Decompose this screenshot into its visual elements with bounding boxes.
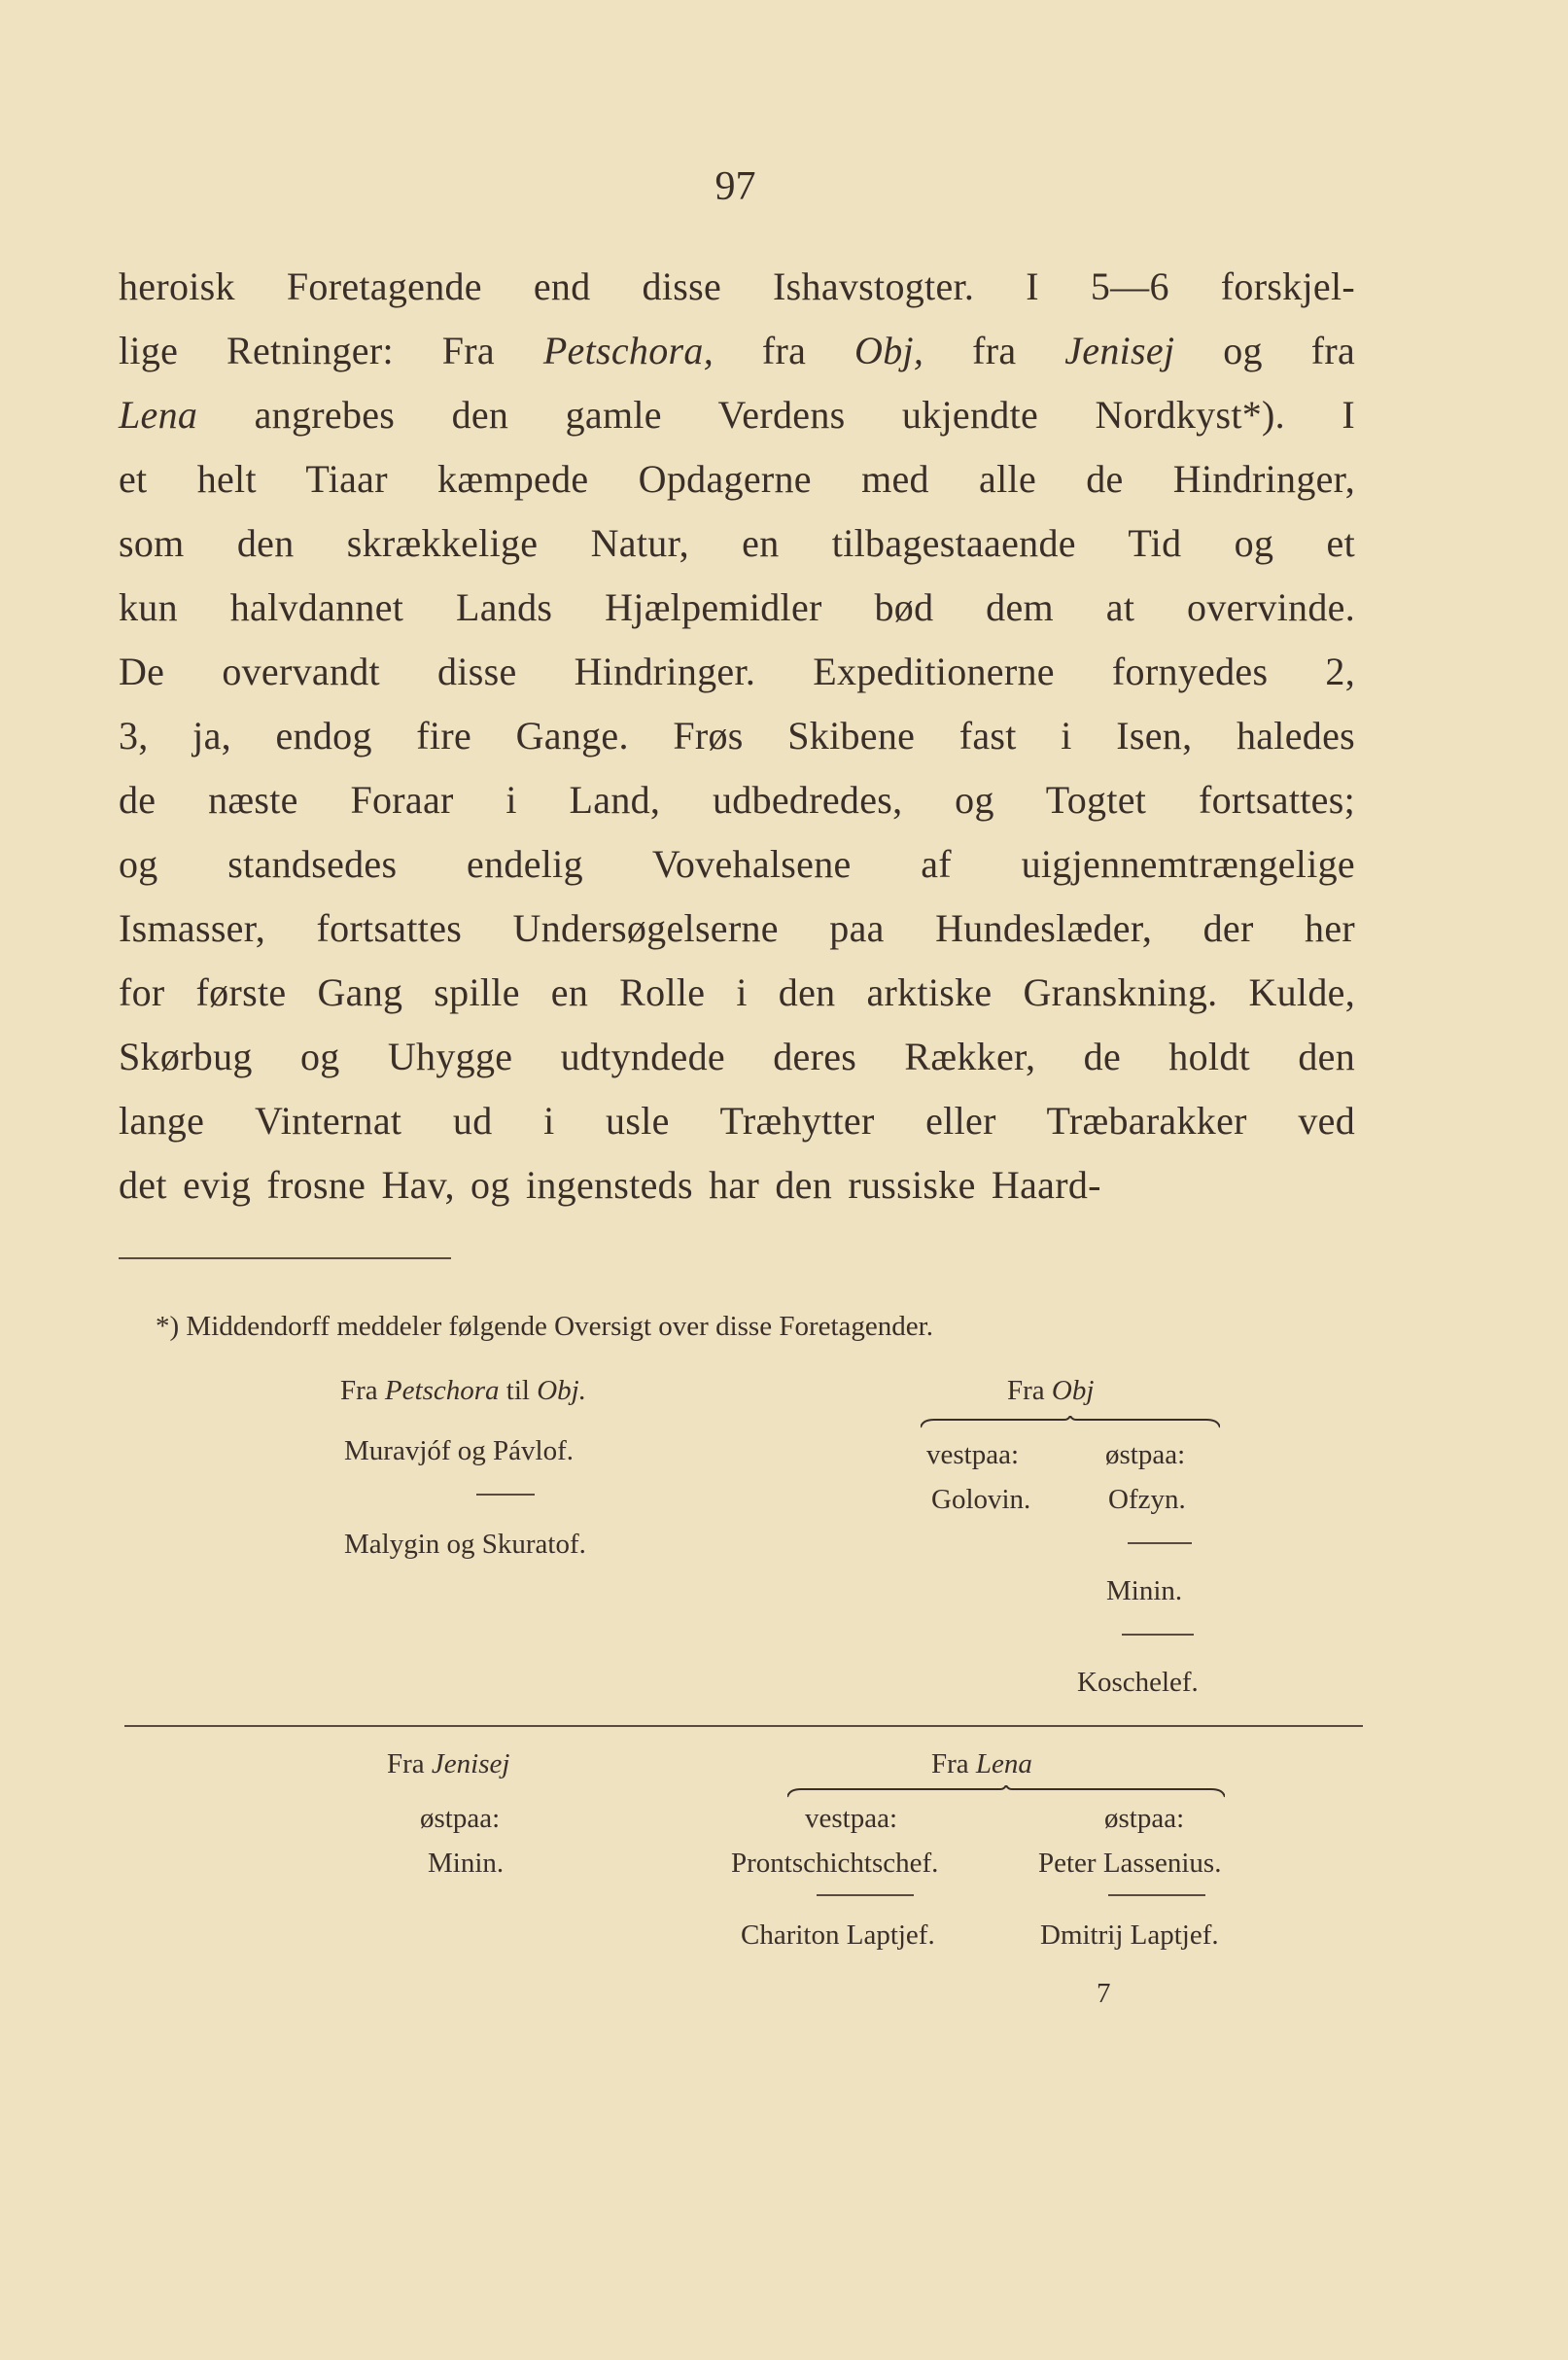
text-run: fra bbox=[714, 329, 855, 372]
text-line bbox=[119, 1025, 1355, 1089]
dash-rule bbox=[476, 1494, 535, 1496]
text-line bbox=[119, 576, 1355, 640]
text-run: og fra bbox=[1174, 329, 1355, 372]
obj-heading bbox=[1007, 1373, 1094, 1408]
footnote-intro bbox=[156, 1309, 933, 1344]
til-label: til bbox=[505, 1375, 530, 1406]
text-run: og standsedes endelig Vovehalsene af uigjennemtrængelige bbox=[119, 842, 1355, 886]
signature-mark: 7 bbox=[1097, 1978, 1111, 2009]
petschora-name: Muravjóf og Pávlof. bbox=[344, 1435, 574, 1466]
obj-west-name: Golovin. bbox=[931, 1484, 1031, 1515]
fra-label: Fra bbox=[931, 1748, 969, 1779]
text-line bbox=[119, 832, 1355, 897]
place-name: Lena bbox=[975, 1748, 1032, 1779]
obj-east-label: østpaa: bbox=[1105, 1439, 1186, 1470]
text-line bbox=[119, 319, 1355, 383]
text-run: som den skrækkelige Natur, en tilbagestaaende Tid og et bbox=[119, 521, 1355, 565]
place-name: Jenisej bbox=[1064, 329, 1175, 372]
lena-east-name: Peter Lassenius. bbox=[1038, 1848, 1222, 1879]
place-name: Obj bbox=[1051, 1375, 1095, 1406]
body-text bbox=[119, 255, 1355, 1217]
jenisej-east-name: Minin. bbox=[428, 1848, 505, 1879]
place-name: Obj, bbox=[854, 329, 924, 372]
text-run: Skørbug og Uhygge udtyndede deres Rækker, de holdt den bbox=[119, 1035, 1355, 1078]
text-line bbox=[119, 1153, 1355, 1217]
text-run: Ismasser, fortsattes Undersøgelserne paa Hundeslæder, der her bbox=[119, 906, 1355, 950]
text-run: heroisk Foretagende end disse Ishavstogter. I 5—6 forskjel- bbox=[119, 264, 1355, 308]
text-line bbox=[119, 511, 1355, 576]
text-run: lange Vinternat ud i usle Træhytter eller Træbarakker ved bbox=[119, 1099, 1355, 1143]
dash-rule bbox=[1122, 1634, 1194, 1636]
text-line bbox=[119, 447, 1355, 511]
text-line bbox=[119, 255, 1355, 319]
text-run: kun halvdannet Lands Hjælpemidler bød dem at overvinde. bbox=[119, 585, 1355, 629]
text-run: det evig frosne Hav, og ingensteds har den russiske Haard- bbox=[119, 1163, 1101, 1207]
text-run: for første Gang spille en Rolle i den arktiske Granskning. Kulde, bbox=[119, 970, 1355, 1014]
text-line bbox=[119, 768, 1355, 832]
petschora-heading bbox=[340, 1373, 586, 1408]
footnote-separator bbox=[119, 1257, 451, 1259]
place-name: Petschora bbox=[384, 1375, 500, 1406]
fra-label: Fra bbox=[1007, 1375, 1045, 1406]
obj-east-name: Ofzyn. bbox=[1108, 1484, 1186, 1515]
dash-rule bbox=[817, 1894, 914, 1896]
lena-west-label: vestpaa: bbox=[805, 1803, 898, 1834]
text-run: De overvandt disse Hindringer. Expeditionerne fornyedes 2, bbox=[119, 650, 1355, 693]
dash-rule bbox=[1108, 1894, 1205, 1896]
obj-east-name: Minin. bbox=[1106, 1575, 1183, 1606]
text-line bbox=[119, 961, 1355, 1025]
obj-west-label: vestpaa: bbox=[926, 1439, 1020, 1470]
lena-west-name: Prontschichtschef. bbox=[731, 1848, 939, 1879]
lena-east-label: østpaa: bbox=[1104, 1803, 1185, 1834]
place-name: Lena bbox=[119, 393, 198, 437]
place-name: Obj. bbox=[537, 1375, 586, 1406]
text-run: et helt Tiaar kæmpede Opdagerne med alle de Hindringer, bbox=[119, 457, 1355, 501]
text-run: lige Retninger: Fra bbox=[119, 329, 543, 372]
fra-label: Fra bbox=[340, 1375, 378, 1406]
text-run: angrebes den gamle Verdens ukjendte Nordkyst bbox=[197, 393, 1242, 437]
place-name: Petschora, bbox=[542, 329, 714, 372]
footnote-ref: *). bbox=[1241, 393, 1285, 437]
text-line bbox=[119, 640, 1355, 704]
jenisej-east-label: østpaa: bbox=[420, 1803, 501, 1834]
petschora-name: Malygin og Skuratof. bbox=[344, 1529, 586, 1560]
place-name: Jenisej bbox=[431, 1748, 510, 1779]
obj-brace bbox=[921, 1416, 1220, 1429]
text-run: 3, ja, endog fire Gange. Frøs Skibene fast i Isen, haledes bbox=[119, 714, 1355, 757]
dash-rule bbox=[1128, 1542, 1192, 1544]
text-line bbox=[119, 704, 1355, 768]
text-line bbox=[119, 897, 1355, 961]
lena-heading bbox=[931, 1746, 1032, 1781]
text-line bbox=[119, 383, 1355, 447]
page-number: 97 bbox=[714, 164, 756, 209]
obj-east-name: Koschelef. bbox=[1077, 1667, 1199, 1698]
lena-brace bbox=[787, 1785, 1225, 1799]
text-line bbox=[119, 1089, 1355, 1153]
table-rule bbox=[124, 1725, 1363, 1727]
lena-east-name: Dmitrij Laptjef. bbox=[1040, 1920, 1219, 1951]
text-run: I bbox=[1284, 393, 1355, 437]
fra-label: Fra bbox=[387, 1748, 425, 1779]
footnote-marker: *) bbox=[156, 1311, 180, 1342]
text-run: fra bbox=[923, 329, 1065, 372]
footnote-intro-text: Middendorff meddeler følgende Oversigt over disse Foretagender. bbox=[186, 1311, 933, 1342]
lena-west-name: Chariton Laptjef. bbox=[741, 1920, 935, 1951]
jenisej-heading bbox=[387, 1746, 509, 1781]
text-run: de næste Foraar i Land, udbedredes, og Togtet fortsattes; bbox=[119, 778, 1355, 822]
